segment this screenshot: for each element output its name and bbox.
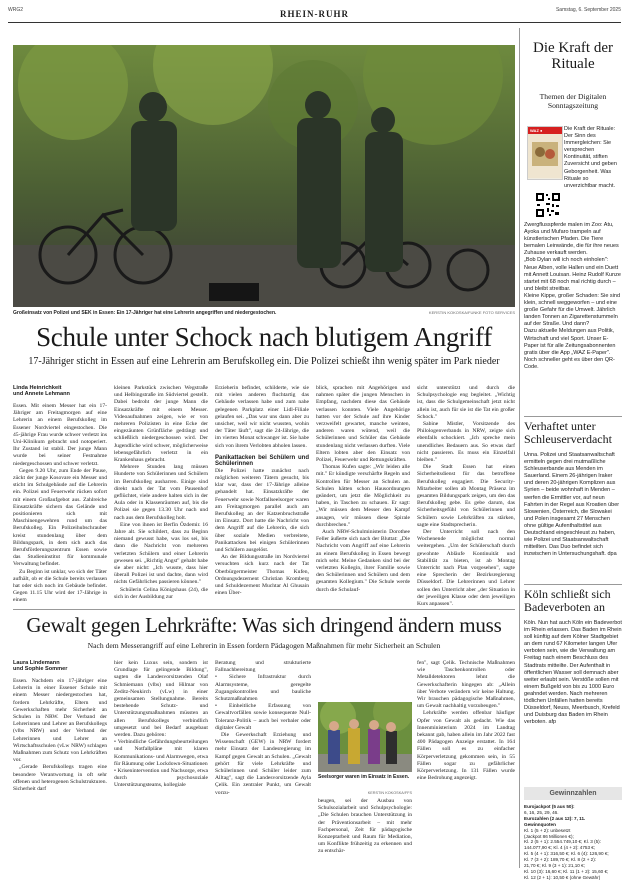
paragraph: Essen. Nachdem ein 17-jähriger eine Lehrerin in einer Essener Schule mit einem Messer niedergestochen hat, fordern Lehrkräfte, Eltern und Gewerkschaften mehr Sicherheit an Schulen in NRW. Der Verband der Lehrerinnen und Lehrer an Berufskollegs (vlbs NRW) und der Verband der Lehrerinnen und Lehrer an Wirtschaftsschulen (vLw NRW) schlagen Maßnahmen zum Schutz von Lehrkräften vor. bbox=[13, 678, 107, 764]
paragraph: Der Unterricht soll nach den Wochenende möglichst normal weitergehen. „Um der Schülerschaft durch gewohnte Abläufe Kontinuität und Stabilität zu bieten, ist ab Montag Unterricht nach Plan vorgesehen", sagte eine Sprecherin der Bezirksregierung Düsseldorf. Die Lehrerinnen und Lehrer sollen den Unterricht aber „der Situation in der jeweiligen Klasse oder dem jeweiligen Kurs anpassen". bbox=[417, 529, 515, 607]
lead-column-3 bbox=[215, 385, 309, 607]
lead-column-4 bbox=[316, 385, 410, 607]
article-text: Unna. Polizei und Staatsanwaltschaft ermitteln gegen drei mutmaßliche Schleuserbande aus Menden im Sauerland. Einem 26-jährigen Iraker und deren 20-jährigen Komplizen aus Syrien – beide wohnhaft in Menden – werfen die Ermittler vor, auf neun Fahrten in der Regel aus Kroatien über Slowenien, Österreich, die Slowakei und Polen insgesamt 27 Menschen ohne gültige Aufenthaltstitel aus Deutschland eingeschleust zu haben, wie Polizei und Staatsanwaltschaft mitteilten. Das Duo befindet sich inzwischen in Untersuchungshaft. dpa bbox=[524, 452, 620, 558]
lead-headline: Schule unter Schock nach blutigem Angriff bbox=[36, 322, 492, 352]
lotto-line: Kl. 1 (5 + 2): unbesetzt bbox=[524, 827, 571, 833]
paragraph: Essen. Mit einem Messer hat ein 17-Jähriger am Freitagmorgen auf eine Lehrerin an einem Berufskolleg im Essener Nordviertel eingestochen. Die 45-jährige Frau wurde schwer verletzt ins Uni-Klinikum gebracht und notoperiert. Ihr Zustand ist stabil. Der junge Mann wurde bei seiner Festnahme niedergeschossen und schwer verletzt. bbox=[13, 403, 107, 467]
divider bbox=[524, 584, 622, 585]
waz-cover-image bbox=[528, 134, 562, 178]
paragraph: Thomas Kufen sagte: „Wir leiden alle mit." Er kündigte verschärfte Regeln und Kontrollen für Messer an Schulen an. Schulen hätten schon Hausordnungen geändert, um jetzt die Möglichkeit zu haben, in Taschen zu schauen. Er sagt: „Wir müssen dem Messer den Kampf ansagen, wir müssen diese Spirale durchbrechen." bbox=[316, 464, 410, 528]
lead-photo bbox=[13, 45, 515, 307]
second-photo bbox=[318, 702, 412, 772]
teaser-text: Zwergflusspferde malen im Zoo: Atu, Ayoka und Mufaro trampeln auf künstlerischen Pfaden. Die Tiere bemalen Leinwände, die für ihre neues Zuhause verkauft werden. bbox=[524, 222, 619, 257]
sidebar-divider bbox=[519, 28, 520, 868]
sidebar-story2-text bbox=[524, 452, 622, 580]
second-column-1 bbox=[13, 660, 107, 868]
lotto-line: Kl. 5 (4 + 1): 316,50 €; Kl. 6 (4): 126,90 €; bbox=[524, 851, 609, 857]
teaser-text: „Bob Dylan will ich noch einholen": Neue Alben, volle Hallen und ein Duett mit Annett Louisan. Heinz Rudolf Kunze startet mit 68 noch mal richtig durch – und bleibt streitbar. bbox=[524, 257, 621, 292]
sidebar-story3-title: Köln schließt sich Badeverboten an bbox=[524, 587, 611, 614]
divider bbox=[13, 609, 515, 610]
second-column-3 bbox=[215, 660, 311, 868]
bullet: • Verbindliche Gefährdungsbeurteilungen und Notfallpläne mit klaren Kommunikations- und Alarmwegen, etwa für Räumung oder Lockdown-Situationen bbox=[114, 739, 208, 767]
chaplains-image bbox=[318, 702, 412, 772]
teaser-text: Kleine Kippe, großer Schaden: Sie sind klein, schnell weggeworfen – und eine große Gefahr für die Umwelt. Jährlich landen Tonnen an Zigarettenstummeln auf der Straße. Und dann? bbox=[524, 292, 621, 328]
waz-sonntag-thumbnail bbox=[527, 126, 563, 180]
paragraph: sicht unterstützt und durch die Schulpsychologie eng begleitet. „Wichtig ist, dass die Schulgemeinschaft jetzt nicht allein ist, auch für sie ist die Tat ein großer Schock." bbox=[417, 385, 515, 420]
second-column-2 bbox=[114, 660, 208, 868]
paragraph: kleinen Parkstück zwischen Wegstraße und Helbingstraße im Südviertel gestellt. Dabei bedroht der junge Mann die Einsatzkräfte mit einem Messer. Videoaufnahmen zeigen, wie er von mehreren Polizisten in eine Ecke der eingezäunten Grünfläche gedrängt und schließlich niedergeschossen wird. Der Jugendliche wird schwer, möglicherweise lebensgefährlich verletzt in ein Krankenhaus gebracht. bbox=[114, 385, 208, 464]
lead-column-5 bbox=[417, 385, 515, 607]
bullet: • Einheitliche Erfassung von Gewaltvorfällen sowie konsequente Null-Toleranz-Politik – auch bei verbaler oder digitaler Gewalt bbox=[215, 703, 311, 731]
paragraph: Sabine Mistler, Vorsitzende des Philologenverbands in NRW, zeigte sich ebenfalls schockiert. „Ich spreche mein unendliches Bedauern aus. So etwas darf nicht passieren. Es muss ein Einzelfall bleiben." bbox=[417, 421, 515, 464]
lotto-line: Gewinnquoten bbox=[524, 821, 556, 827]
second-photo-caption: Seelsorger waren im Einsatz in Essen. bbox=[318, 774, 410, 780]
lotto-line: 6, 16, 25, 29, 46. bbox=[524, 809, 559, 815]
teaser-text: Dazu aktuelle Meldungen aus Politik, Wirtschaft und viel Sport. Unser E-Paper ist für alle Zeitungsabonnenten gratis über die App „WAZ E-Paper". Noch schneller geht es über den QR-Code. bbox=[524, 328, 616, 370]
sidebar-kraft-title: Die Kraft der Rituale bbox=[533, 40, 613, 72]
sidebar-kraft-items bbox=[524, 222, 622, 372]
lotto-line: 144.077,90 €; Kl. 4 (4 + 2): 4753 €; bbox=[524, 845, 596, 851]
paragraph: fen", sagt Çelik. Technische Maßnahmen wie Taschenkontrollen oder Metalldetektoren lehnt die Gewerkschafterin hingegen ab: „Allein über Verbote verändern wir keine Haltung. Wir brauchen pädagogische Maßnahmen, um Gewalt nachhaltig vorzubeugen." bbox=[417, 660, 515, 710]
sidebar-kraft-teaser bbox=[564, 126, 622, 190]
bullet: • Sichere Infrastruktur durch Alarmsysteme, geregelte Zugangskontrollen und bauliche Schutzmaßnahmen bbox=[215, 674, 311, 703]
section-title: RHEIN-RUHR bbox=[279, 9, 349, 19]
paragraph: Gegen 9.20 Uhr, zum Ende der Pause, zückt der junge Kosovare ein Messer und sticht im Schulgebäude auf die Lehrerin ein. Polizei und Feuerwehr rücken sofort mit einem Großaufgebot aus. Zahlreiche Einsatzkräfte sichern das Gelände und positionieren sich mit Maschinengewehren rund um das Berufskolleg. Ein Polizeihubschrauber kreist stundenlang über dem Bildungspark, in dem sich auch das Berufsförderungszentrum Essen sowie das Studieninstitut für kommunale Verwaltung befindet. bbox=[13, 467, 107, 568]
second-photo-credit: KERSTIN KOKOSKA/FFS bbox=[367, 791, 412, 795]
lotto-line: Kl. 12 (2 + 1): 10,50 € (ohne Gewähr) bbox=[524, 874, 601, 880]
second-headline: Gewalt gegen Lehrkräfte: Was sich dringend ändern muss bbox=[26, 613, 502, 637]
second-authors: Laura Lindemann und Sophie Sommer bbox=[13, 660, 68, 672]
paragraph: Mehrere Stunden lang müssen Hunderte von Schülerinnen und Schülern im Berufskolleg ausharren. Einige sind direkt nach der Tat vom Pausenhof geflüchtet, viele andere halten sich in der Aula oder in Klassenräumen auf, bis die Polizei sie gegen 13.30 Uhr nach und nach aus dem Berufskolleg holt. bbox=[114, 464, 208, 521]
police-operation-image bbox=[13, 45, 515, 307]
issue-date: Samstag, 6. September 2025 bbox=[555, 7, 621, 13]
lotto-line: Kl. 10 (3): 16,60 €; Kl. 11 (1 + 2): 15,60 €; bbox=[524, 868, 609, 874]
subheading: Panikattacken bei Schülern und Schülerinnen bbox=[215, 454, 309, 467]
paragraph: Zu Beginn ist unklar, wo sich der Täter aufhält, ob er die Schule bereits verlassen hat oder sich noch im Gebäude befindet. Gegen 11.15 Uhr wird der 17-Jährige in einem bbox=[13, 568, 107, 604]
sidebar-kraft-subtitle: Themen der Digitalen Sonntagszeitung bbox=[539, 92, 607, 110]
lotto-line: Kl. 7 (3 + 2): 189,70 €; Kl. 8 (2 + 2): bbox=[524, 857, 597, 863]
page-header bbox=[8, 4, 621, 23]
waz-logo: WAZ ● bbox=[528, 127, 562, 134]
second-subhead: Nach dem Messerangriff auf eine Lehrerin in Essen fordern Pädagogen Maßnahmen für mehr Sicherheit an Schulen bbox=[87, 641, 441, 650]
divider bbox=[524, 416, 622, 417]
lead-photo-credit: KERSTIN KOKOSKA/FUNKE FOTO SERVICES bbox=[428, 310, 515, 315]
paragraph: Beratung und strukturierte Fallnachbereitung bbox=[215, 660, 311, 674]
paragraph: blick, sprachen mit Angehörigen und nahmen später die jungen Menschen in Empfang, nachdem diese das Gebäude verlassen konnten. Viele Angehörige hatten vor der Schule auf ihre Kinder verzweifelt gewartet, manche weinten, anderen waren wütend, weil die Schülerinnen und Schüler das Gebäude stundenlang nicht verlassen durften. Viele Eltern lobten aber den Einsatz von Polizei, Feuerwehr und Rettungskräften. bbox=[316, 385, 410, 464]
lead-column-1 bbox=[13, 385, 107, 607]
paragraph: Auch NRW-Schulministerin Dorothee Feller äußerte sich nach der Bluttat: „Die Nachricht vom Angriff auf eine Lehrerin an einem Berufskolleg in Essen bewegt mich sehr. Meine Gedanken sind bei der verletzten Kollegin, ihrer Familie sowie den Schülerinnen und Schülern und dem gesamten Kollegium." Die Schule werde durch die Schulauf- bbox=[316, 529, 410, 593]
paragraph: An der Bildungsstraße im Nordviertel versuchten sich kurz nach der Tat Oberbürgermeister Thomas Kufen, Ordnungsdezernent Christian Kromberg und Schuldezernent Muchtar Al Ghusain einen Über- bbox=[215, 554, 309, 597]
paragraph: Schülerin Celina Königshaus (24), die sich in der Ausbildung zur bbox=[114, 586, 208, 600]
second-column-4 bbox=[318, 798, 412, 868]
paragraph: Erzieherin befindet, schilderte, wie sie mit vielen anderen fluchtartig das Gebäude verlassen habe und zum nahe gelegenen Parkplatz einer Lidl-Filiale gelaufen sei. „Das war uns dann aber zu unsicher, weil wir nicht wussten, wohin der Täter läuft", sagt die 24-Jährige, die im vierten Monat schwanger ist. Sie habe sich von ihrem Verlobten abholen lassen. bbox=[215, 385, 309, 449]
paragraph: Die Polizei hatte zunächst nach möglichen weiteren Tätern gesucht, bis klar war, dass der 17-Jährige alleine gehandelt hat. Einsatzkräfte der Feuerwehr sowie Notfallseelsorger waren am Freitagmorgen parallel auch am Berufskolleg an der Katzenbruchstraße im Einsatz. Dort hatte die Nachricht von dem Angriff auf die Lehrerin, die sich über soziale Medien verbreitete, Panikattacken bei einigen Schülerinnen und Schülern ausgelöst. bbox=[215, 467, 309, 554]
article-text: Köln. Nun hat auch Köln ein Badeverbot im Rhein erlassen. Das Baden im Rhein soll künftig auf dem Kölner Stadtgebiet an dem rund 67 Kilometer langen Ufer verboten sein, wie die Verwaltung am Freitag nach einem Beschluss des Stadtrats mitteilte. Der Aufenthalt in öffentlichen Wasser soll demnach aber weiter erlaubt sein. Verstöße sollen mit einem Bußgeld von bis zu 1000 Euro geahndet werden. Nach mehreren tödlichen Unfällen hatten bereits Düsseldorf, Neuss, Meerbusch, Krefeld und Duisburg das Baden im Rhein verboten. afp bbox=[524, 620, 622, 726]
lotto-line: Eurozahlen (2 aus 12): 7, 11. bbox=[524, 815, 586, 821]
paragraph: „Gerade Berufskollegs tragen eine besondere Verantwortung in oft sehr offenen und heterogenen Schulstrukturen. Sicherheit darf bbox=[13, 764, 107, 793]
paragraph: Eine von ihnen ist Berfin Özdemir. 16 Jahre alt. Sie schildert, dass zu Beginn niemand gewusst habe, was los sei, bis dann die Nachricht von mehreren verletzten Schülern und einer Lehrerin gewesen sei. „Richtig Angst" gehabt habe sie aber nicht: „Ich wusste, dass hier überall Polizei ist und dachte, dann wird nichts Gefährliches passieren können." bbox=[114, 521, 208, 586]
lotto-line: Eurojackpot (5 aus 50): bbox=[524, 804, 575, 809]
bullet: • Krisenintervention und Nachsorge, etwa durch psychosoziale Unterstützungsteams, kollegiale bbox=[114, 768, 208, 789]
lead-photo-caption: Großeinsatz von Polizei und SEK in Essen: Ein 17-Jähriger hat eine Lehrerin angegriffen und niedergestochen. bbox=[13, 310, 277, 316]
paragraph: Die Stadt Essen hat einen Sicherheitsdienst für das betroffene Berufskolleg engagiert. Die Security-Mitarbeiter sollen ab Montag Präsenz im gesamten Bildungspark zeigen, um den das Berufskolleg gebe. Es gebe darum, das Sicherheitsgefühl von Schülerinnen und Schülern sowie Lehrkräften zu stärken, sagte eine Stadtsprecherin. bbox=[417, 464, 515, 528]
second-column-5 bbox=[417, 660, 515, 868]
lotto-line: 21,70 €; Kl. 9 (3 + 1): 21,10 €; bbox=[524, 863, 585, 869]
lotto-line: (Jackpot 86 Millionen €); bbox=[524, 833, 574, 839]
lead-subhead: 17-Jähriger sticht in Essen auf eine Lehrerin am Berufskolleg ein. Die Polizei schießt ihn wenig später im Park nieder bbox=[28, 356, 500, 367]
gewinnzahlen-heading: Gewinnzahlen bbox=[524, 787, 622, 800]
qr-code-icon[interactable] bbox=[535, 192, 561, 218]
paragraph: hier kein Luxus sein, sondern ist Grundlage für gelingende Bildung", sagten die Landesvorsitzenden Olaf Schmiemann (vlbs) und Hilmar von Zeditz-Neukirch (vLw) in einer gemeinsamen Stellungnahme. Bereits bestehende Schutz- und Unterstützungsmaßnahmen müssten an allen Berufskollegs verbindlich umgesetzt und bei Bedarf ausgebaut werden. Dazu gehören: bbox=[114, 660, 208, 739]
teaser-text: Die Kraft der Rituale: Der Sinn des Immergleichen: Sie versprechen Kontinuität, stiften Zuversicht und geben Geborgenheit. Was Rituale so unverzichtbar macht. bbox=[564, 126, 617, 189]
lead-authors: Linda Heinrichkeit und Annete Lehmann bbox=[13, 385, 70, 397]
lotto-line: Kl. 2 (5 + 1): 2.554.749,10 €; Kl. 3 (5): bbox=[524, 839, 601, 845]
paragraph: Lehrkräfte werden offenbar häufiger Opfer von Gewalt als gedacht. Wie das Innenministerium 2024 im Landtag bekannt gab, haben allein im Jahr 2022 fast 400 Pädagogen Anzeige erstattet. In 164 Fällen soll es zu einfacher Körperverletzung gekommen sein, in 55 Fällen sogar zu gefährlicher Körperverletzung. In 131 Fällen wurde eine Bedrohung angezeigt. bbox=[417, 710, 515, 782]
paper-code: WRG2 bbox=[8, 7, 23, 13]
paragraph: beugen, sei der Ausbau von Schulsozialarbeit und Schulpsychologie: „Die Schulen brauchen Unterstützung in der Präventionsarbeit – mit mehr Fachpersonal, Zeit für pädagogische Konzeptarbeit und Raum für Mediation, um Konflikte frühzeitig zu erkennen und zu entschär- bbox=[318, 798, 412, 855]
lead-column-2 bbox=[114, 385, 208, 607]
paragraph: Die Gewerkschaft Erziehung und Wissenschaft (GEW) in NRW fordert mehr Einsatz der Landesregierung im Kampf gegen Gewalt an Schulen. „Gewalt gehört für viele Lehrkräfte und Schülerinnen und Schüler leider zum Alltag", sagt die Landesvorsitzende Ayla Çelik. Ein zentraler Punkt, um Gewalt vorzu- bbox=[215, 732, 311, 796]
sidebar-story3-text bbox=[524, 620, 622, 782]
sidebar-story2-title: Verhaftet unter Schleuserverdacht bbox=[524, 419, 612, 446]
lotto-results bbox=[524, 804, 622, 881]
